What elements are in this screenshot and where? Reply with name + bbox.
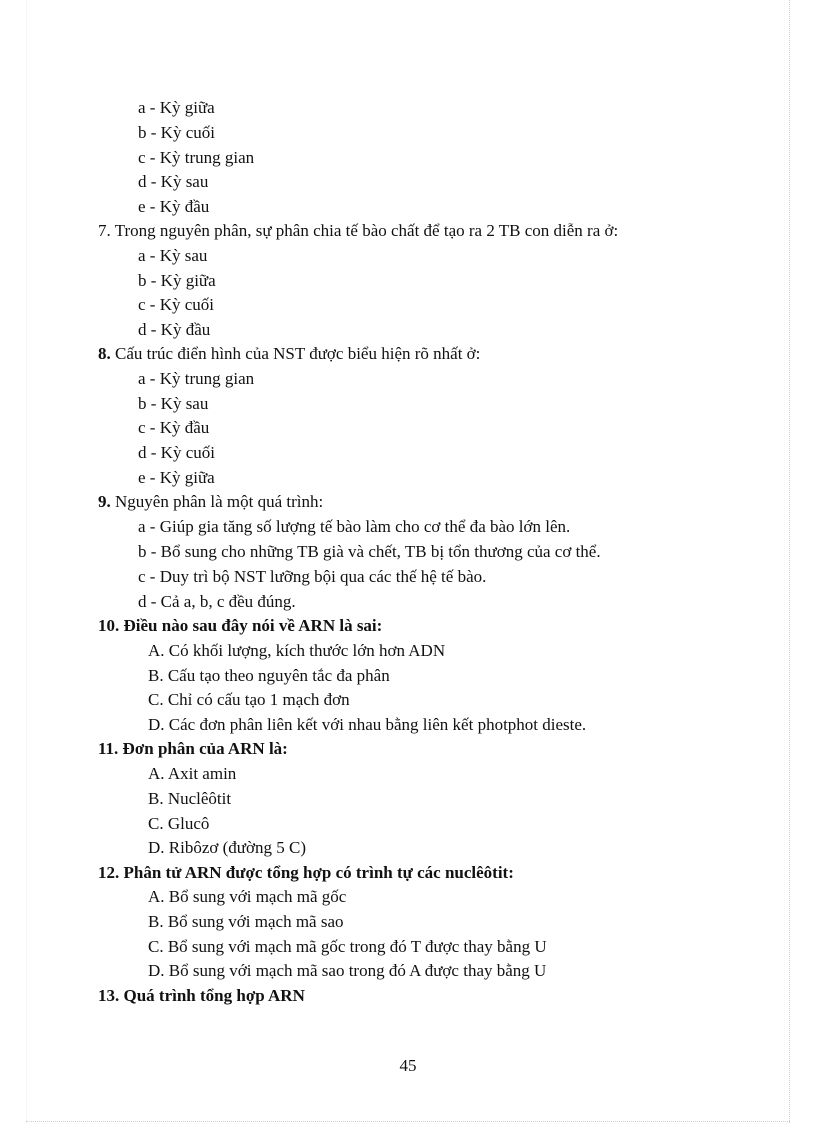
q6-option-a: a - Kỳ giữa xyxy=(138,98,215,117)
question-7-number: 7. xyxy=(98,221,111,240)
q7-option-b: b - Kỳ giữa xyxy=(138,271,216,290)
q7-option-a: a - Kỳ sau xyxy=(138,246,208,265)
q11-option-d: D. Ribôzơ (đường 5 C) xyxy=(148,838,306,857)
q9-option-d: d - Cả a, b, c đều đúng. xyxy=(138,592,296,611)
q9-option-b: b - Bổ sung cho những TB già và chết, TB bị tổn thương của cơ thể. xyxy=(138,542,601,561)
q10-option-c: C. Chỉ có cấu tạo 1 mạch đơn xyxy=(148,690,350,709)
q8-option-c: c - Kỳ đầu xyxy=(138,418,210,437)
q11-option-a: A. Axit amin xyxy=(148,764,237,783)
question-8-text: Cấu trúc điển hình của NST được biểu hiện rõ nhất ở: xyxy=(110,344,481,363)
question-9-text: Nguyên phân là một quá trình: xyxy=(110,492,324,511)
q11-option-c: C. Glucô xyxy=(148,814,210,833)
q9-option-c: c - Duy trì bộ NST lưỡng bội qua các thế hệ tế bào. xyxy=(138,567,487,586)
question-9 xyxy=(98,492,323,512)
q12-option-a: A. Bổ sung với mạch mã gốc xyxy=(148,887,347,906)
question-11: 11. Đơn phân của ARN là: xyxy=(98,739,288,758)
question-12: 12. Phân tử ARN được tổng hợp có trình tự các nuclêôtit: xyxy=(98,863,514,882)
q6-option-d: d - Kỳ sau xyxy=(138,172,209,191)
question-9-number: 9. xyxy=(98,492,111,511)
question-10: 10. Điều nào sau đây nói về ARN là sai: xyxy=(98,616,383,635)
q8-option-b: b - Kỳ sau xyxy=(138,394,209,413)
q6-option-e: e - Kỳ đầu xyxy=(138,197,210,216)
question-7-text: Trong nguyên phân, sự phân chia tế bào chất để tạo ra 2 TB con diễn ra ở: xyxy=(110,221,619,240)
page-bottom-divider xyxy=(26,1121,790,1122)
question-8 xyxy=(98,344,480,364)
q12-option-b: B. Bổ sung với mạch mã sao xyxy=(148,912,344,931)
q6-option-b: b - Kỳ cuối xyxy=(138,123,215,142)
page-number: 45 xyxy=(399,1056,417,1075)
q6-option-c: c - Kỳ trung gian xyxy=(138,148,255,167)
q10-option-b: B. Cấu tạo theo nguyên tắc đa phân xyxy=(148,666,390,685)
q12-option-d: D. Bổ sung với mạch mã sao trong đó A được thay bằng U xyxy=(148,961,547,980)
q8-option-d: d - Kỳ cuối xyxy=(138,443,215,462)
q10-option-d: D. Các đơn phân liên kết với nhau bằng liên kết photphot dieste. xyxy=(148,715,587,734)
q7-option-c: c - Kỳ cuối xyxy=(138,295,215,314)
q7-option-d: d - Kỳ đầu xyxy=(138,320,211,339)
q8-option-a: a - Kỳ trung gian xyxy=(138,369,255,388)
q10-option-a: A. Có khối lượng, kích thước lớn hơn ADN xyxy=(148,641,446,660)
q12-option-c: C. Bổ sung với mạch mã gốc trong đó T được thay bằng U xyxy=(148,937,547,956)
question-13: 13. Quá trình tổng hợp ARN xyxy=(98,986,305,1005)
q8-option-e: e - Kỳ giữa xyxy=(138,468,215,487)
question-7 xyxy=(98,221,618,241)
question-8-number: 8. xyxy=(98,344,111,363)
q9-option-a: a - Giúp gia tăng số lượng tế bào làm cho cơ thể đa bào lớn lên. xyxy=(138,517,571,536)
q11-option-b: B. Nuclêôtit xyxy=(148,789,232,808)
